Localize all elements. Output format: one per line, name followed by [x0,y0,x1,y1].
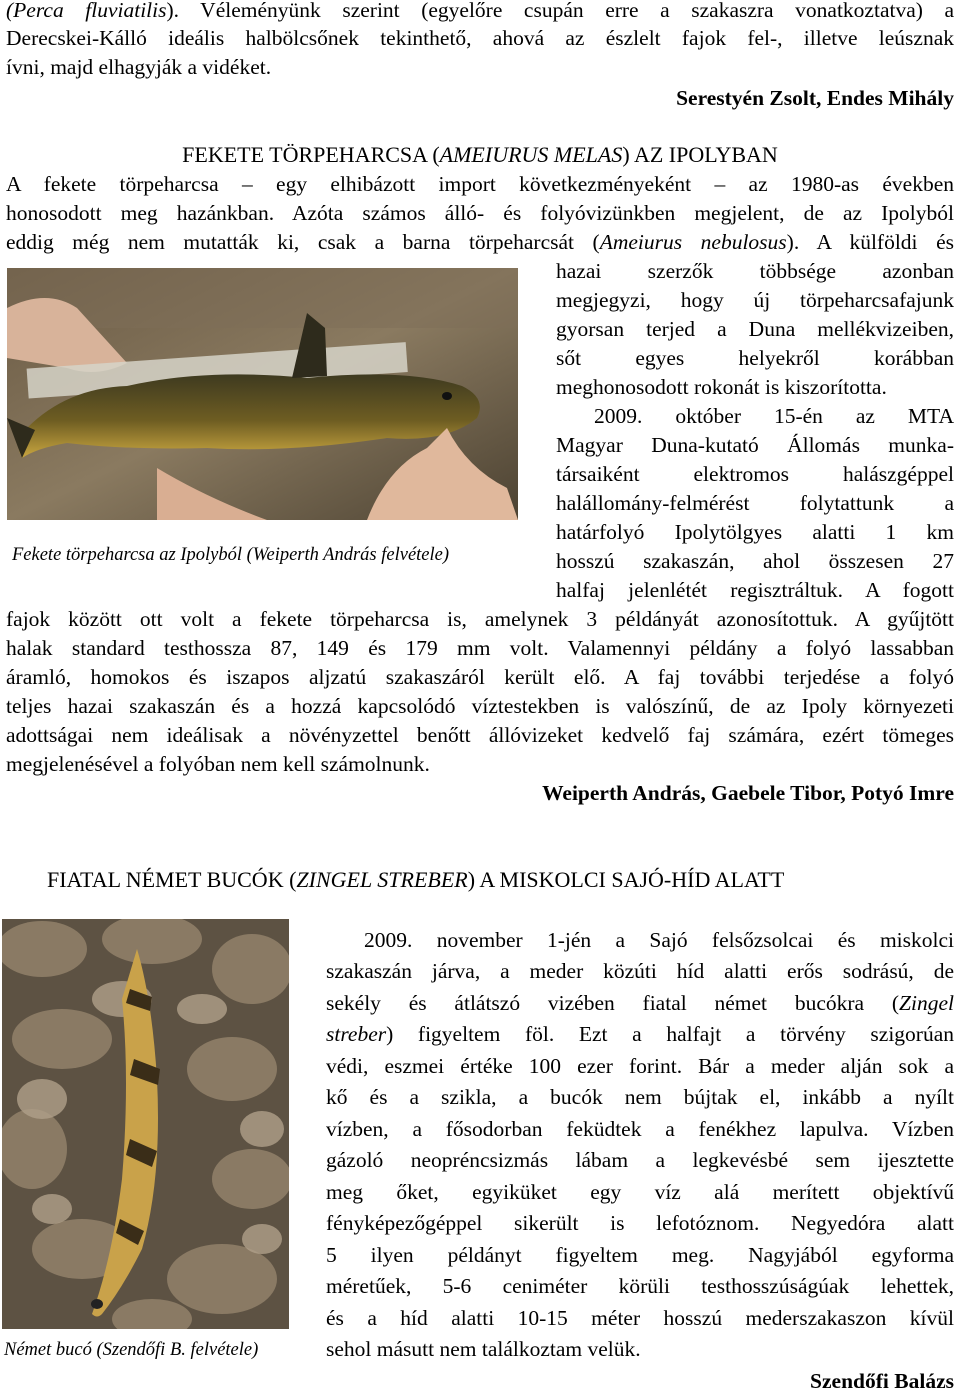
article1-bottom-3: áramló, homokos és iszapos aljzatú szakaszáról került elő. A faj további terjedése a folyó [6,665,954,689]
article2-line-11: 5 ilyen példányt figyeltem meg. Nagyjából egyforma [326,1243,954,1267]
catfish-photo [7,268,518,520]
article1-bottom-4: teljes hazai szakaszán és a hozzá kapcsolódó víztestekben is valószínű, de az Ipoly környezeti [6,694,954,718]
species-streber: streber [326,1022,387,1046]
side-line-7: Magyar Duna-kutató Állomás munka- [556,433,954,457]
article2-line-2: szakaszán járva, a meder közúti híd alatti erős sodrású, de [326,959,954,983]
article2-author: Szendőfi Balázs [810,1369,954,1393]
side-line-6: 2009. október 15-én az MTA [594,404,954,428]
side-line-10: határfolyó Ipolytölgyes alatti 1 km [556,520,954,544]
side-line-5: meghonosodott rokonát is kiszorította. [556,375,887,399]
side-line-1: hazai szerzők többsége azonban [556,259,954,283]
article1-author: Weiperth András, Gaebele Tibor, Potyó Imre [542,781,954,805]
article1-line-3 [6,228,954,256]
article1-title [6,141,954,169]
catfish-photo-caption: Fekete törpeharcsa az Ipolyból (Weiperth András felvétele) [12,545,450,565]
article2-title [47,866,954,894]
article2-title-post: ) A MISKOLCI SAJÓ-HÍD ALATT [467,867,785,892]
species-zingel: Zingel [899,991,954,1015]
side-line-4: sőt egyes helyekről korábban [556,346,954,370]
streber-photo-caption: Német bucó (Szendőfi B. felvétele) [4,1340,259,1360]
intro-line-3: ívni, majd elhagyják a vidéket. [6,55,272,79]
article2-line-6: kő és a szikla, a bucók nem bújtak el, inkább a nyílt [326,1085,954,1109]
article2-line-10: fényképezőgéppel sikerült is lefotóznom. Negyedóra alatt [326,1211,954,1235]
article2-line-8: gázoló neopréncsizmás lábam a legkevésbé sem ijesztette [326,1148,954,1172]
article1-line-1: A fekete törpeharcsa – egy elhibázott import következményeként – az 1980-as években [6,172,954,196]
article1-bottom-6: megjelenésével a folyóban nem kell számolnunk. [6,752,430,776]
intro-line-1: (Perca fluviatilis). Véleményünk szerint (egyelőre csupán erre a szakaszra vonatkoztatva) a [6,0,955,22]
intro-species: (Perca fluviatilis [6,0,167,22]
side-line-9: halállomány-felmérést folytattunk a [556,491,954,515]
article2-line-13: és a híd alatti 10-15 méter hosszú mederszakaszon kívül [326,1306,954,1330]
article2-line-7: vízben, a fősodorban feküdtek a fenékhez lapulva. Vízben [326,1117,954,1141]
article2-title-species: ZINGEL STREBER [296,867,468,892]
article2-line-1: 2009. november 1-jén a Sajó felsőzsolcai és miskolci [364,928,954,952]
side-line-12: halfaj jelenlétét regisztráltuk. A fogott [556,578,954,602]
article1-title-species: AMEIURUS MELAS [439,142,623,167]
side-line-2: megjegyzi, hogy új törpeharcsafajunk [556,288,954,312]
side-line-8: társaiként elektromos halászgéppel [556,462,954,486]
line3-species: Ameiurus nebulosus [599,230,787,254]
streber-photo [2,919,289,1329]
article2-line-12: méretűek, 5-6 ceniméter körüli testhosszúságúak lehettek, [326,1274,954,1298]
article1-title-post: ) AZ IPOLYBAN [622,142,778,167]
line3-pre: eddig még nem mutatták ki, csak a barna törpeharcsát ( [6,230,600,254]
article2-line-5: védi, eszmei értéke 100 ezer forint. Bár a meder alján sok a [326,1054,954,1078]
article2-line-3: sekély és átlátszó vizében fiatal német bucókra (Zingel [326,991,954,1015]
article1-bottom-5: adottságai nem ideálisak a növényzettel benőtt állóvizeket kedvelő faj számára, ezért tömeges [6,723,954,747]
article1-line-2: honosodott meg hazánkban. Azóta számos álló- és folyóvizünkben megjelent, de az Ipolyból [6,201,954,225]
article2-line-4: streber) figyeltem föl. Ezt a halfajt a törvény szigorúan [326,1022,954,1046]
line3-post: ). A külföldi és [786,230,954,254]
intro-author: Serestyén Zsolt, Endes Mihály [676,86,954,110]
article2-line-14: sehol másutt nem találkoztam velük. [326,1337,641,1361]
intro-line-2: Derecskei-Kálló ideális halbölcsőnek tekinthető, ahová az észlelt fajok fel-, illetve leúsznak [6,26,954,50]
article2-line-9: meg őket, egyiküket egy víz alá merített objektívű [326,1180,954,1204]
side-line-3: gyorsan terjed a Duna mellékvizeiben, [556,317,954,341]
side-line-11: hosszú szakaszán, ahol összesen 27 [556,549,954,573]
article2-title-pre: FIATAL NÉMET BUCÓK ( [47,867,297,892]
article1-bottom-2: halak standard testhossza 87, 149 és 179 mm volt. Valamennyi példány a folyó lassabban [6,636,954,660]
article1-bottom-1: fajok között ott volt a fekete törpeharcsa is, amelynek 3 példányát azonosítottuk. A gyűjtött [6,607,954,631]
article1-title-pre: FEKETE TÖRPEHARCSA ( [182,142,440,167]
